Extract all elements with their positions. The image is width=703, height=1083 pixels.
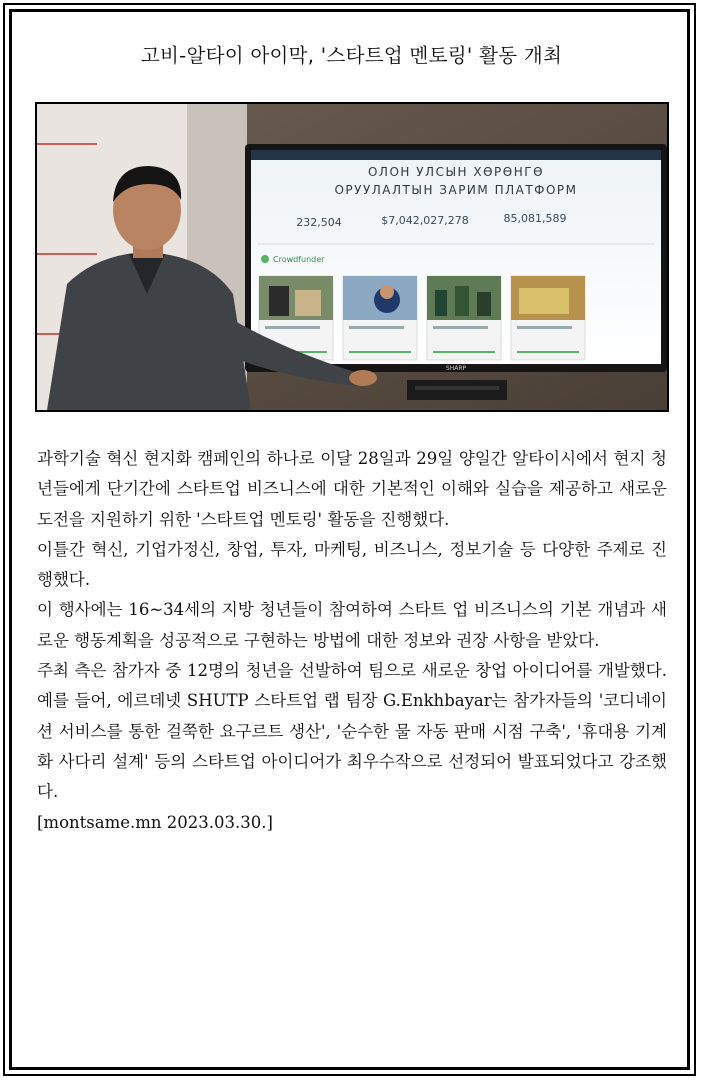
article-title: 고비-알타이 아이막, '스타트업 멘토링' 활동 개최 — [140, 44, 563, 67]
screen-heading-1: ОЛОН УЛСЫН ХӨРӨНГӨ — [367, 165, 545, 179]
paragraph-4: 주최 측은 참가자 중 12명의 청년을 선발하여 팀으로 새로운 창업 아이디어를 개발했다. 예를 들어, 에르데넷 SHUTP 스타트업 랩 팀장 G.Enkhbayar는 참가자들의 '코디네이션 서비스를 통한 걸쭉한 요구르트 생산', '순수한 물 자동 판매 시점 구축', '휴대용 기계화 사다리 설계' 등의 스타트업 아이디어가 최우수작으로 선정되어 발표되었다고 강조했다. — [37, 661, 667, 802]
screen-stat-1: 232,504 — [296, 216, 342, 229]
screen-platform-name: Crowdfunder — [273, 255, 325, 264]
article-body — [37, 444, 667, 838]
article-photo — [35, 102, 669, 412]
paragraph-3: 이 행사에는 16~34세의 지방 청년들이 참여하여 스타트 업 비즈니스의 기본 개념과 새로운 행동계획을 성공적으로 구현하는 방법에 대한 정보와 권장 사항을 받았다. — [37, 600, 667, 650]
tv-brand-label: SHARP — [445, 365, 467, 372]
source-citation: [montsame.mn 2023.03.30.] — [37, 812, 273, 832]
screen-stat-2: $7,042,027,278 — [381, 214, 469, 227]
paragraph-2: 이틀간 혁신, 기업가정신, 창업, 투자, 마케팅, 비즈니스, 정보기술 등 다양한 주제로 진행했다. — [37, 539, 667, 590]
screen-stat-3: 85,081,589 — [503, 212, 567, 225]
paragraph-1: 과학기술 혁신 현지화 캠페인의 하나로 이달 28일과 29일 양일간 알타이시에서 현지 청년들에게 단기간에 스타트업 비즈니스에 대한 기본적인 이해와 실습을 제공하고 새로운 도전을 지원하기 위한 '스타트업 멘토링' 활동을 진행했다. — [37, 449, 667, 529]
screen-heading-2: ОРУУЛАЛТЫН ЗАРИМ ПЛАТФОРМ — [334, 183, 578, 197]
